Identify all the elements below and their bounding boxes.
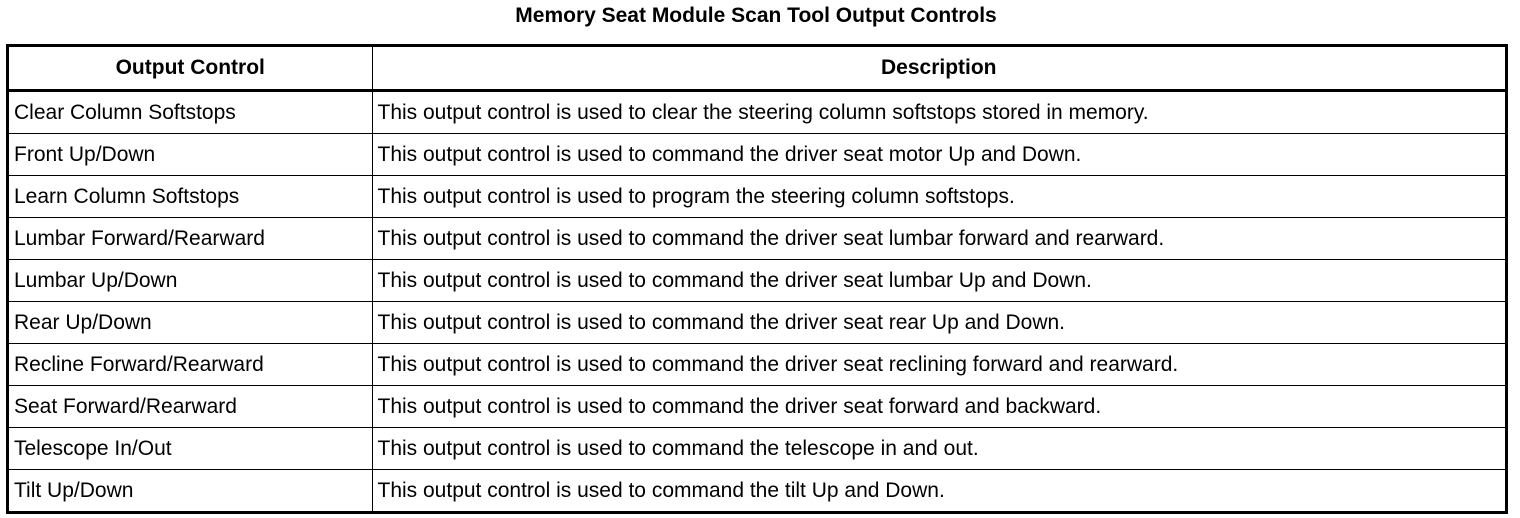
table-row (9, 134, 1505, 176)
column-header-output-control: Output Control (9, 47, 372, 91)
table-row (9, 428, 1505, 470)
header-row (9, 47, 1505, 91)
table-row (9, 344, 1505, 386)
table-row (9, 386, 1505, 428)
description-cell: This output control is used to clear the steering column softstops stored in memory. (372, 91, 1505, 134)
output-control-cell: Seat Forward/Rearward (9, 386, 372, 428)
description-cell: This output control is used to command the telescope in and out. (372, 428, 1505, 470)
description-cell: This output control is used to command the driver seat forward and backward. (372, 386, 1505, 428)
table-frame (6, 44, 1508, 514)
output-control-cell: Lumbar Forward/Rearward (9, 218, 372, 260)
description-cell: This output control is used to command the driver seat rear Up and Down. (372, 302, 1505, 344)
description-cell: This output control is used to command the tilt Up and Down. (372, 470, 1505, 512)
output-control-cell: Tilt Up/Down (9, 470, 372, 512)
table-row (9, 218, 1505, 260)
column-header-description: Description (372, 47, 1505, 91)
description-cell: This output control is used to command the driver seat motor Up and Down. (372, 134, 1505, 176)
output-control-cell: Lumbar Up/Down (9, 260, 372, 302)
output-controls-table (9, 47, 1505, 511)
table-row (9, 302, 1505, 344)
table-row (9, 91, 1505, 134)
output-control-cell: Rear Up/Down (9, 302, 372, 344)
table-row (9, 260, 1505, 302)
output-control-cell: Front Up/Down (9, 134, 372, 176)
description-cell: This output control is used to command the driver seat reclining forward and rearward. (372, 344, 1505, 386)
table-row (9, 470, 1505, 512)
output-control-cell: Learn Column Softstops (9, 176, 372, 218)
description-cell: This output control is used to command the driver seat lumbar forward and rearward. (372, 218, 1505, 260)
table-row (9, 176, 1505, 218)
output-control-cell: Clear Column Softstops (9, 91, 372, 134)
table-title: Memory Seat Module Scan Tool Output Controls (515, 4, 997, 27)
description-cell: This output control is used to command the driver seat lumbar Up and Down. (372, 260, 1505, 302)
output-control-cell: Telescope In/Out (9, 428, 372, 470)
output-control-cell: Recline Forward/Rearward (9, 344, 372, 386)
description-cell: This output control is used to program the steering column softstops. (372, 176, 1505, 218)
